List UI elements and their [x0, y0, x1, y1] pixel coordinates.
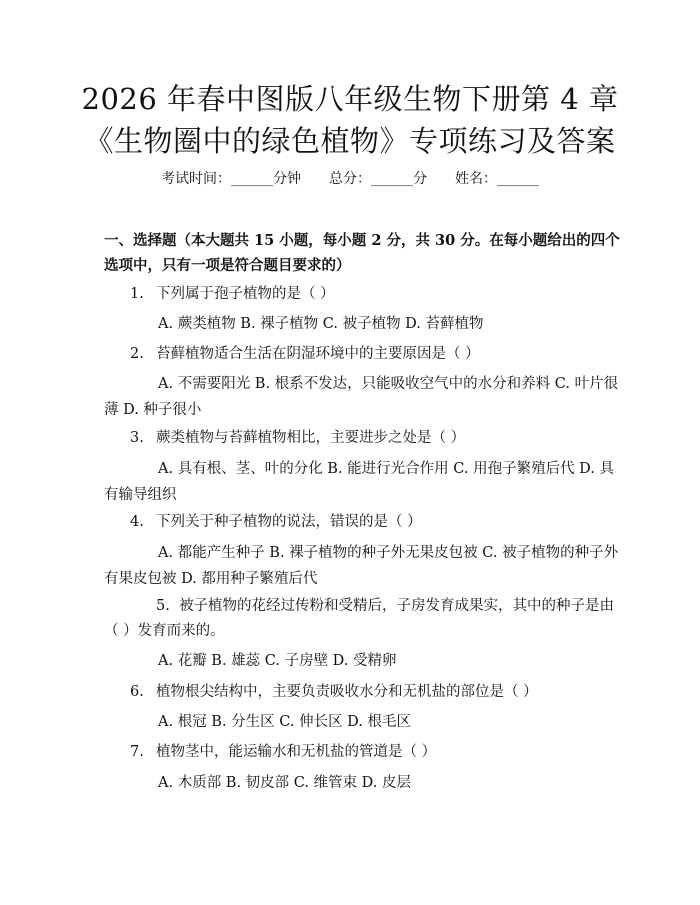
- question-5: [104, 594, 624, 644]
- question-number: 1.: [130, 286, 144, 302]
- question-text: 植物茎中，能运输水和无机盐的管道是（ ）: [156, 744, 437, 760]
- question-4: [104, 510, 624, 535]
- question-1: [104, 282, 624, 307]
- question-2-options: A. 不需要阳光 B. 根系不发达，只能吸收空气中的水分和养料 C. 叶片很薄 D. 种子很小: [104, 376, 619, 418]
- question-text: 植物根尖结构中，主要负责吸收水分和无机盐的部位是（ ）: [156, 684, 538, 700]
- question-2: [104, 342, 624, 367]
- question-text: 下列关于种子植物的说法，错误的是（ ）: [156, 514, 422, 530]
- section-heading: 一、选择题（本大题共 15 小题，每小题 2 分，共 30 分。在每小题给出的四个选项中，只有一项是符合题目要求的）: [104, 232, 620, 274]
- question-number: 5.: [156, 598, 170, 614]
- question-4-options: A. 都能产生种子 B. 裸子植物的种子外无果皮包被 C. 被子植物的种子外有果皮包被 D. 都用种子繁殖后代: [104, 545, 619, 587]
- question-6: [104, 680, 624, 705]
- question-3: [104, 426, 624, 451]
- question-7: [104, 740, 624, 765]
- document-title: 2026 年春中图版八年级生物下册第 4 章《生物圈中的绿色植物》专项练习及答案: [81, 82, 619, 158]
- question-number: 7.: [130, 744, 144, 760]
- question-number: 3.: [130, 430, 144, 446]
- question-5-options: A. 花瓣 B. 雄蕊 C. 子房壁 D. 受精卵: [158, 653, 397, 669]
- question-text: 苔藓植物适合生活在阴湿环境中的主要原因是（ ）: [156, 346, 480, 362]
- question-number: 6.: [130, 684, 144, 700]
- question-7-options: A. 木质部 B. 韧皮部 C. 维管束 D. 皮层: [158, 775, 412, 791]
- question-text: 下列属于孢子植物的是（ ）: [156, 286, 335, 302]
- question-1-options: A. 蕨类植物 B. 裸子植物 C. 被子植物 D. 苔藓植物: [158, 316, 484, 332]
- exam-info-line: 考试时间：______分钟 总分：______分 姓名：______: [161, 171, 539, 187]
- question-number: 4.: [130, 514, 144, 530]
- question-6-options: A. 根冠 B. 分生区 C. 伸长区 D. 根毛区: [158, 714, 412, 730]
- question-text: 蕨类植物与苔藓植物相比，主要进步之处是（ ）: [156, 430, 466, 446]
- question-3-options: A. 具有根、茎、叶的分化 B. 能进行光合作用 C. 用孢子繁殖后代 D. 具有输导组织: [104, 461, 615, 503]
- question-number: 2.: [130, 346, 144, 362]
- question-text: 被子植物的花经过传粉和受精后，子房发育成果实，其中的种子是由（ ）发育而来的。: [104, 598, 615, 639]
